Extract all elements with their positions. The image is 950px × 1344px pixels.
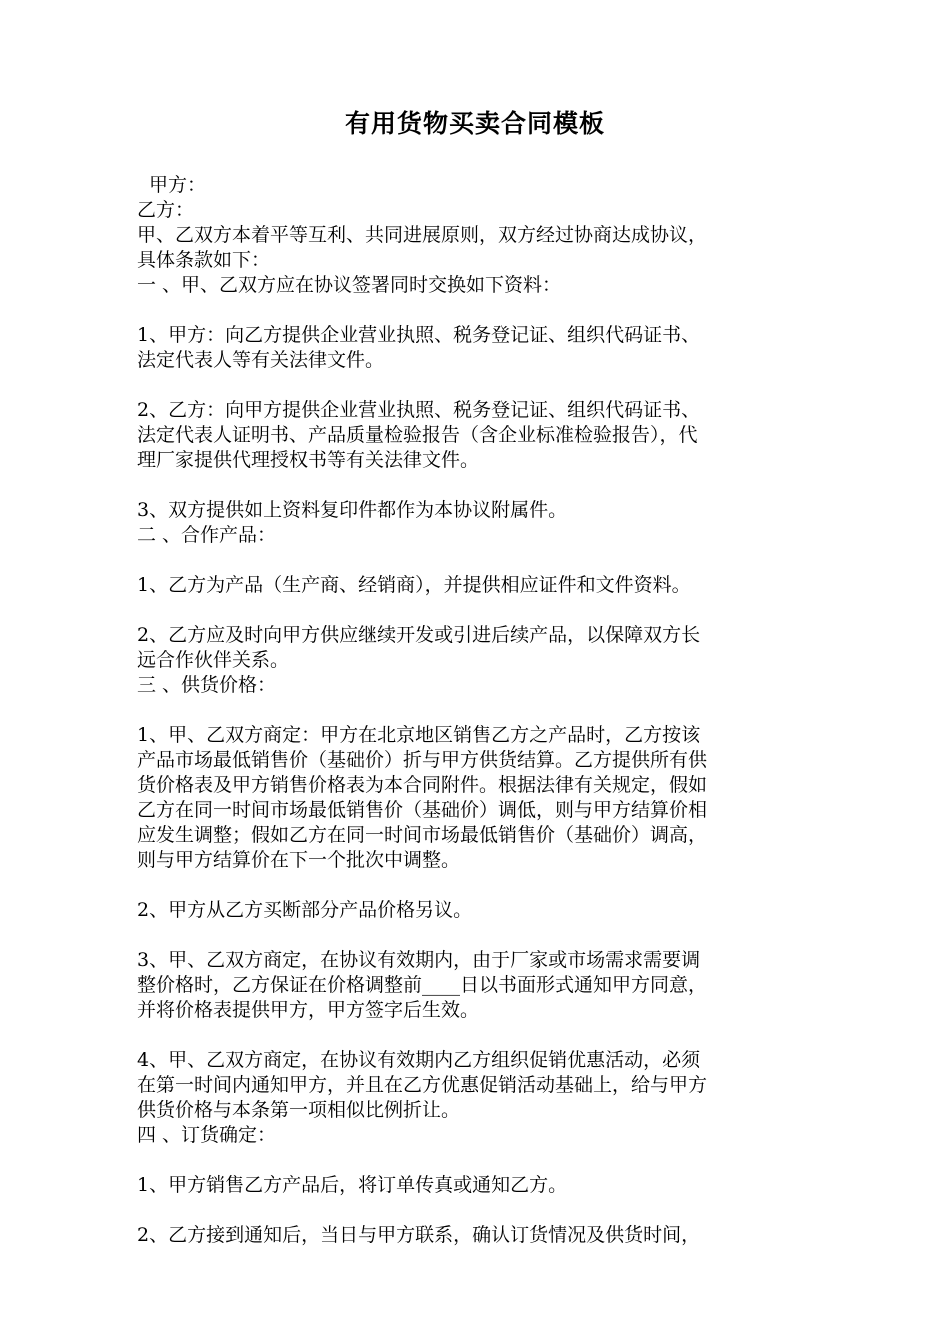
paragraph-line: 乙方在同一时间市场最低销售价（基础价）调低，则与甲方结算价相 bbox=[137, 799, 708, 821]
paragraph-line: 理厂家提供代理授权书等有关法律文件。 bbox=[137, 449, 480, 471]
paragraph-line: 乙方： bbox=[137, 199, 195, 221]
paragraph-line: 甲方： bbox=[149, 174, 207, 196]
paragraph-line: 法定代表人等有关法律文件。 bbox=[137, 349, 385, 371]
document-title: 有用货物买卖合同模板 bbox=[344, 109, 605, 138]
paragraph-line: 远合作伙伴关系。 bbox=[137, 649, 290, 671]
document-body bbox=[137, 173, 817, 1248]
paragraph-line: 则与甲方结算价在下一个批次中调整。 bbox=[137, 849, 461, 871]
paragraph-line: 2、甲方从乙方买断部分产品价格另议。 bbox=[137, 899, 473, 921]
blank-line bbox=[137, 373, 817, 398]
blank-line bbox=[137, 873, 817, 898]
blank-line bbox=[137, 698, 817, 723]
paragraph-line: 货价格表及甲方销售价格表为本合同附件。根据法律有关规定，假如 bbox=[137, 774, 708, 796]
paragraph-line: 2、乙方接到通知后，当日与甲方联系，确认订货情况及供货时间， bbox=[137, 1224, 701, 1246]
blank-line bbox=[137, 1198, 817, 1223]
blank-line bbox=[137, 598, 817, 623]
paragraph-line: 2、乙方应及时向甲方供应继续开发或引进后续产品，以保障双方长 bbox=[137, 624, 701, 646]
paragraph-line: 一 、甲、乙双方应在协议签署同时交换如下资料： bbox=[137, 274, 562, 296]
paragraph-line: 甲、乙双方本着平等互利、共同进展原则，双方经过协商达成协议， bbox=[137, 224, 708, 246]
paragraph-line: 3、双方提供如上资料复印件都作为本协议附属件。 bbox=[137, 499, 568, 521]
paragraph-line: 1、甲方销售乙方产品后，将订单传真或通知乙方。 bbox=[137, 1174, 568, 1196]
paragraph-line: 四 、订货确定： bbox=[137, 1124, 277, 1146]
paragraph-line: 法定代表人证明书、产品质量检验报告（含企业标准检验报告），代 bbox=[137, 424, 698, 446]
paragraph-line: 供货价格与本条第一项相似比例折让。 bbox=[137, 1099, 461, 1121]
paragraph-line: 三 、供货价格： bbox=[137, 674, 277, 696]
paragraph-line: 并将价格表提供甲方，甲方签字后生效。 bbox=[137, 999, 480, 1021]
blank-line bbox=[137, 1023, 817, 1048]
blank-line bbox=[137, 923, 817, 948]
paragraph-line: 1、乙方为产品（生产商、经销商），并提供相应证件和文件资料。 bbox=[137, 574, 691, 596]
paragraph-line: 1、甲方：向乙方提供企业营业执照、税务登记证、组织代码证书、 bbox=[137, 324, 701, 346]
paragraph-line: 应发生调整；假如乙方在同一时间市场最低销售价（基础价）调高， bbox=[137, 824, 708, 846]
paragraph-line: 产品市场最低销售价（基础价）折与甲方供货结算。乙方提供所有供 bbox=[137, 749, 708, 771]
blank-line bbox=[137, 548, 817, 573]
paragraph-line: 在第一时间内通知甲方，并且在乙方优惠促销活动基础上，给与甲方 bbox=[137, 1074, 708, 1096]
paragraph-line: 整价格时，乙方保证在价格调整前____日以书面形式通知甲方同意， bbox=[137, 974, 708, 996]
paragraph-line: 1、甲、乙双方商定：甲方在北京地区销售乙方之产品时，乙方按该 bbox=[137, 724, 701, 746]
blank-line bbox=[137, 298, 817, 323]
blank-line bbox=[137, 473, 817, 498]
paragraph-line: 3、甲、乙双方商定，在协议有效期内，由于厂家或市场需求需要调 bbox=[137, 949, 701, 971]
blank-line bbox=[137, 1148, 817, 1173]
paragraph-line: 4、甲、乙双方商定，在协议有效期内乙方组织促销优惠活动，必须 bbox=[137, 1049, 701, 1071]
paragraph-line: 具体条款如下： bbox=[137, 249, 271, 271]
paragraph-line: 2、乙方：向甲方提供企业营业执照、税务登记证、组织代码证书、 bbox=[137, 399, 701, 421]
paragraph-line: 二 、合作产品： bbox=[137, 524, 277, 546]
